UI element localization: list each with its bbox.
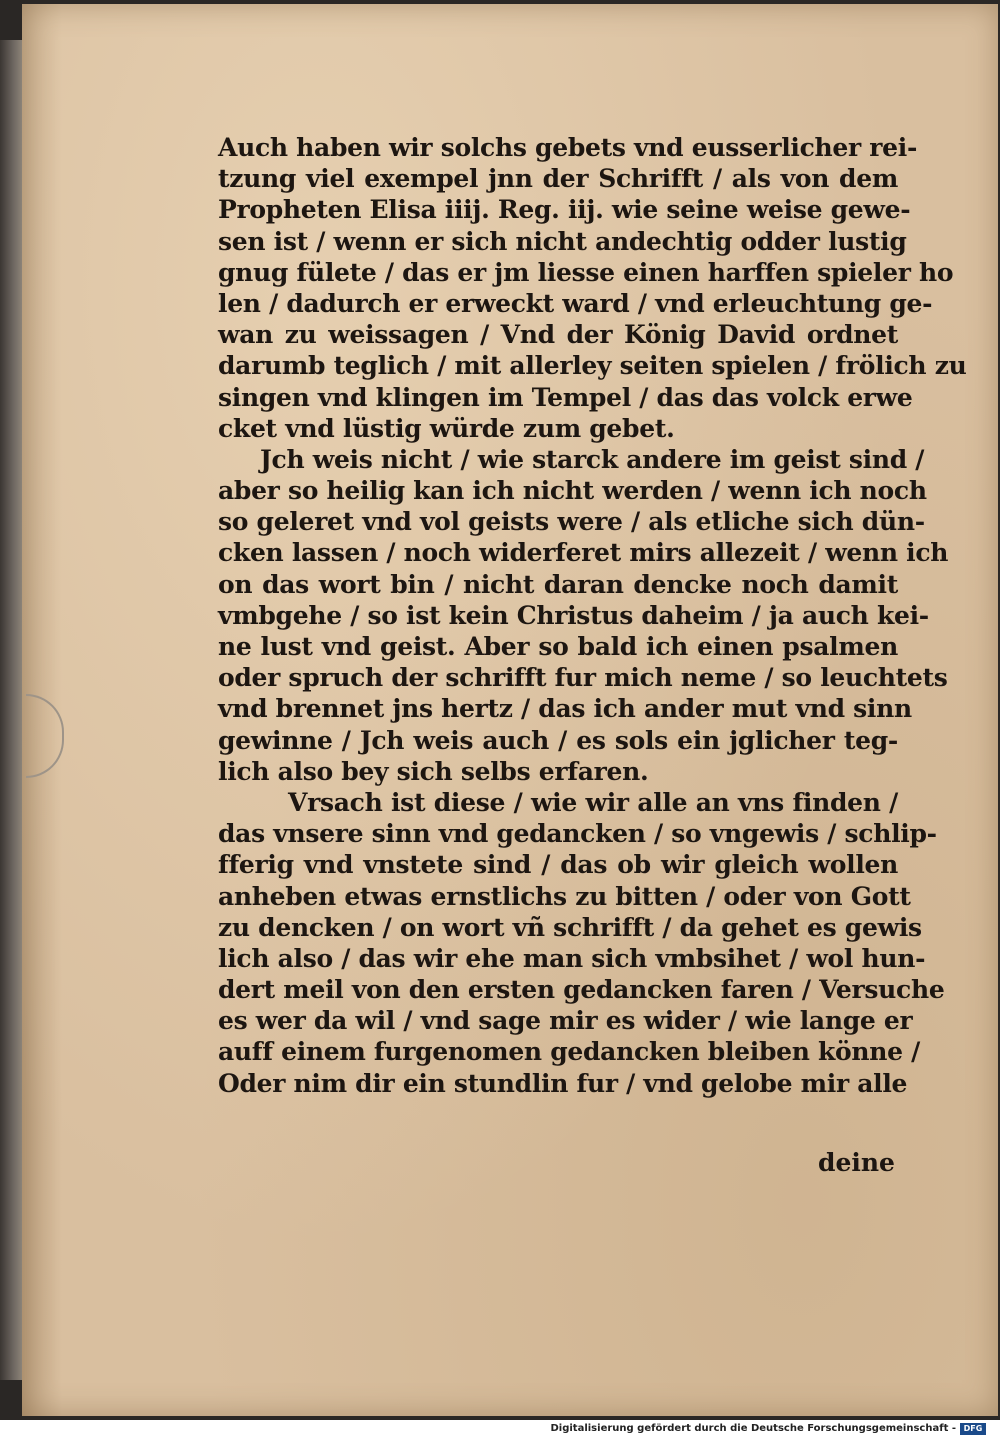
text-line: gnug fülete / das er jm liesse einen harffen spieler ho xyxy=(218,257,954,287)
text-line: cket vnd lüstig würde zum gebet. xyxy=(218,413,675,443)
text-line: vnd brennet jns hertz / das ich ander mut vnd sinn xyxy=(218,694,912,724)
text-line: zu dencken / on wort vñ schrifft / da gehet es gewis xyxy=(218,912,922,942)
text-line: vmbgehe / so ist kein Christus daheim / ja auch kei- xyxy=(218,600,929,630)
text-line: es wer da wil / vnd sage mir es wider / wie lange er xyxy=(218,1006,913,1036)
text-line: tzung viel exempel jnn der Schrifft / als von dem xyxy=(218,164,898,194)
page-text-block xyxy=(218,132,967,1099)
text-line: ne lust vnd geist. Aber so bald ich einen psalmen xyxy=(218,632,898,661)
catchword: deine xyxy=(818,1148,895,1177)
text-line: lich also bey sich selbs erfaren. xyxy=(218,756,649,786)
text-line: das vnsere sinn vnd gedancken / so vngewis / schlip- xyxy=(218,819,937,849)
text-line: len / dadurch er erweckt ward / vnd erleuchtung ge- xyxy=(218,288,933,318)
text-line: anheben etwas ernstlichs zu bitten / oder von Gott xyxy=(218,881,911,911)
text-line: Propheten Elisa iiij. Reg. iij. wie seine weise gewe- xyxy=(218,195,911,225)
text-line: Jch weis nicht / wie starck andere im geist sind / xyxy=(260,444,925,474)
text-line: on das wort bin / nicht daran dencke noch damit xyxy=(218,569,898,599)
footer-bar xyxy=(0,1420,1000,1440)
text-line: sen ist / wenn er sich nicht andechtig odder lustig xyxy=(218,226,907,256)
text-line: Vrsach ist diese / wie wir alle an vns finden / xyxy=(288,787,898,817)
text-line: cken lassen / noch widerferet mirs allezeit / wenn ich xyxy=(218,538,949,568)
text-line: dert meil von den ersten gedancken faren / Versuche xyxy=(218,975,945,1005)
text-line: auff einem furgenomen gedancken bleiben könne / xyxy=(218,1037,921,1067)
text-line: aber so heilig kan ich nicht werden / wenn ich noch xyxy=(218,476,927,506)
text-line: Oder nim dir ein stundlin fur / vnd gelobe mir alle xyxy=(218,1068,908,1098)
text-line: darumb teglich / mit allerley seiten spielen / frölich zu xyxy=(218,351,967,381)
text-line: Auch haben wir solchs gebets vnd eusserlicher rei- xyxy=(218,133,918,162)
text-line: oder spruch der schrifft fur mich neme / so leuchtets xyxy=(218,663,948,693)
book-spine-edge xyxy=(0,40,22,1380)
text-line: so geleret vnd vol geists were / als etliche sich dün- xyxy=(218,507,925,537)
text-line: gewinne / Jch weis auch / es sols ein jglicher teg- xyxy=(218,725,898,755)
text-line: wan zu weissagen / Vnd der König David ordnet xyxy=(218,320,898,350)
text-line: lich also / das wir ehe man sich vmbsihet / wol hun- xyxy=(218,943,926,973)
dfg-logo-icon: DFG xyxy=(960,1423,986,1435)
text-line: singen vnd klingen im Tempel / das das volck erwe xyxy=(218,382,913,412)
funding-credit: Digitalisierung gefördert durch die Deutsche Forschungsgemeinschaft - xyxy=(550,1423,956,1434)
binding-thread xyxy=(26,694,64,778)
text-line: fferig vnd vnstete sind / das ob wir gleich wollen xyxy=(218,850,898,880)
